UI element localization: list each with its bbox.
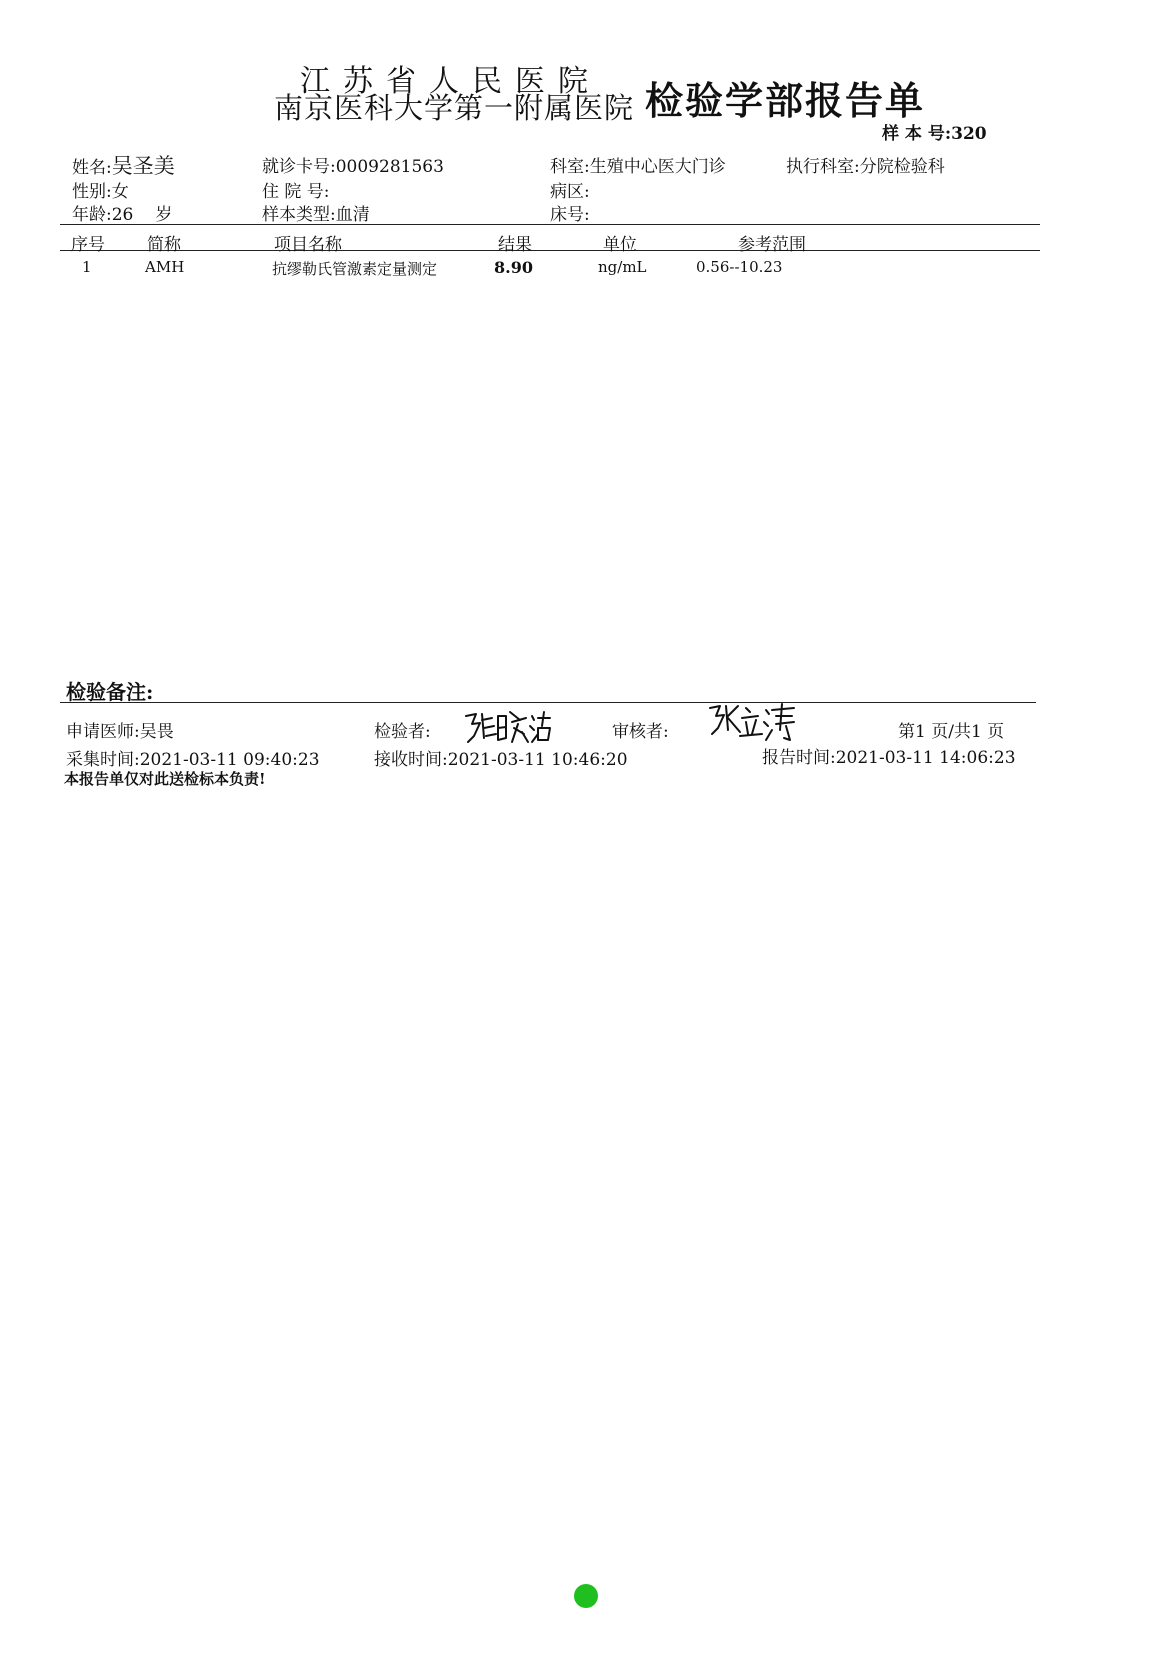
patient-age-value: 26 [111, 205, 134, 225]
department [550, 152, 726, 177]
patient-name [72, 150, 175, 180]
disclaimer: 本报告单仅对此送检标本负责! [64, 770, 266, 788]
collect-time-value: 2021-03-11 09:40:23 [139, 750, 320, 770]
cell-seq: 1 [82, 258, 92, 276]
collect-time [66, 745, 320, 770]
hospital-name-line2: 南京医科大学第一附属医院 [274, 91, 635, 125]
receive-time-value: 2021-03-11 10:46:20 [447, 750, 628, 770]
inpatient-number [262, 177, 330, 202]
sample-number-label: 样 本 号: [882, 124, 952, 144]
tester-label: 检验者: [374, 722, 431, 742]
requesting-doctor [66, 717, 174, 742]
exec-department-label: 执行科室: [786, 157, 860, 177]
table-top-rule [60, 224, 1040, 225]
sample-number [882, 119, 987, 144]
card-number [262, 152, 444, 177]
inpatient-number-label: 住 院 号: [262, 182, 330, 202]
reviewer-label: 审核者: [612, 722, 669, 742]
patient-age-unit: 岁 [155, 205, 173, 225]
cell-result: 8.90 [494, 258, 533, 277]
report-time [762, 743, 1016, 768]
reviewer-signature [706, 700, 798, 746]
collect-time-label: 采集时间: [66, 750, 140, 770]
tester-signature [462, 706, 554, 748]
report-title: 检验学部报告单 [645, 78, 926, 123]
ward-label: 病区: [550, 182, 590, 202]
card-number-value: 0009281563 [335, 157, 444, 177]
sample-type [262, 200, 370, 225]
col-header-result: 结果 [498, 235, 532, 255]
requesting-doctor-value: 吴畏 [139, 722, 174, 742]
bed [550, 200, 590, 225]
cell-unit: ng/mL [598, 258, 647, 276]
table-header-rule [60, 250, 1040, 251]
sample-type-label: 样本类型: [262, 205, 336, 225]
patient-age-label: 年龄: [72, 205, 112, 225]
patient-gender-label: 性别: [72, 182, 112, 202]
sample-number-value: 320 [951, 124, 987, 144]
department-label: 科室: [550, 157, 590, 177]
patient-gender-value: 女 [111, 182, 129, 202]
col-header-abbr: 简称 [147, 235, 181, 255]
patient-age [72, 200, 172, 225]
exec-department-value: 分院检验科 [859, 157, 945, 177]
patient-name-label: 姓名: [72, 158, 112, 178]
col-header-item: 项目名称 [274, 235, 342, 255]
exec-department [786, 152, 945, 177]
receive-time-label: 接收时间: [374, 750, 448, 770]
col-header-unit: 单位 [603, 235, 637, 255]
page-info: 第1 页/共1 页 [898, 722, 1005, 742]
cell-range: 0.56--10.23 [696, 258, 783, 276]
status-dot-icon [574, 1584, 598, 1608]
report-time-label: 报告时间: [762, 748, 836, 768]
bed-label: 床号: [550, 205, 590, 225]
ward [550, 177, 590, 202]
receive-time [374, 745, 628, 770]
note-label: 检验备注: [66, 680, 154, 704]
hospital-name-line1: 江苏省人民医院 [300, 64, 601, 99]
cell-abbr: AMH [145, 258, 185, 276]
col-header-seq: 序号 [71, 235, 105, 255]
footer-rule [60, 702, 1036, 703]
card-number-label: 就诊卡号: [262, 157, 336, 177]
cell-item: 抗缪勒氏管激素定量测定 [272, 260, 438, 278]
requesting-doctor-label: 申请医师: [66, 722, 140, 742]
patient-name-value: 吴圣美 [111, 154, 175, 178]
patient-gender [72, 177, 129, 202]
department-value: 生殖中心医大门诊 [589, 157, 726, 177]
sample-type-value: 血清 [335, 205, 370, 225]
report-time-value: 2021-03-11 14:06:23 [835, 748, 1016, 768]
col-header-range: 参考范围 [738, 235, 806, 255]
